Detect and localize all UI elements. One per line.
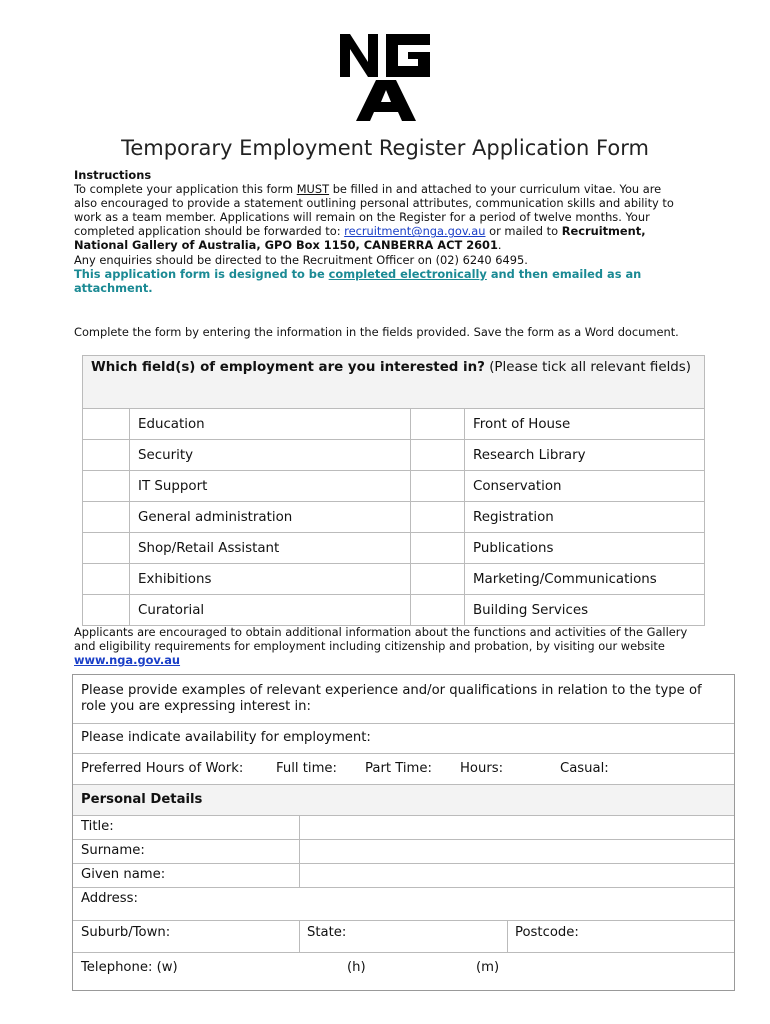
field-checkbox[interactable] [83, 409, 130, 440]
field-row [83, 409, 705, 440]
field-label: Building Services [465, 595, 705, 626]
field-label: Front of House [465, 409, 705, 440]
hours-field[interactable]: Hours: [460, 761, 504, 776]
field-label: Conservation [465, 471, 705, 502]
fields-question: Which field(s) of employment are you interested in? (Please tick all relevant fields) [83, 356, 705, 409]
tel-home-field[interactable]: (h) [347, 960, 366, 975]
address-label: Address: [81, 891, 138, 906]
website-link[interactable]: www.nga.gov.au [74, 653, 181, 668]
tel-work-field[interactable]: Telephone: (w) [81, 960, 178, 975]
nga-logo [338, 32, 434, 122]
field-row [83, 440, 705, 471]
suburb-row [73, 921, 734, 953]
enquiries-text: Any enquiries should be directed to the Recruitment Officer on (02) 6240 6495. [74, 252, 528, 267]
field-checkbox[interactable] [83, 502, 130, 533]
field-label: Security [130, 440, 411, 471]
complete-note: Complete the form by entering the information in the fields provided. Save the form as a Word document. [74, 325, 679, 339]
field-row [83, 502, 705, 533]
state-divider [299, 921, 300, 953]
details-form [72, 674, 735, 991]
given-name-label: Given name: [81, 867, 166, 882]
field-label: Shop/Retail Assistant [130, 533, 411, 564]
electronic-note: This application form is designed to be completed electronically and then emailed as an attachment. [74, 266, 642, 295]
instr-text-2: be filled in and attached to your curriculum vitae. You are also encouraged to provide a statement outlining personal attributes, communication skills and ability to work as a team member. Applications will remain on the Register for a period of twelve months. Your completed application should be forwarded to: [74, 182, 674, 239]
title-label: Title: [81, 819, 114, 834]
field-checkbox[interactable] [411, 595, 465, 626]
field-label: Publications [465, 533, 705, 564]
field-checkbox[interactable] [411, 564, 465, 595]
instr-period: . [497, 238, 502, 253]
tel-mobile-field[interactable]: (m) [476, 960, 500, 975]
surname-label: Surname: [81, 843, 145, 858]
field-label: General administration [130, 502, 411, 533]
field-label: Exhibitions [130, 564, 411, 595]
state-field[interactable]: State: [307, 925, 347, 940]
field-row [83, 471, 705, 502]
surname-row[interactable] [73, 840, 734, 864]
field-checkbox[interactable] [83, 471, 130, 502]
field-row [83, 533, 705, 564]
mail-address: Recruitment, National Gallery of Australia, GPO Box 1150, CANBERRA ACT 2601 [74, 224, 646, 253]
instr-text: To complete your application this form [74, 182, 297, 197]
field-checkbox[interactable] [411, 502, 465, 533]
hours-row [73, 754, 734, 785]
must-text: MUST [296, 182, 330, 197]
field-label: Research Library [465, 440, 705, 471]
field-checkbox[interactable] [411, 533, 465, 564]
field-label: Curatorial [130, 595, 411, 626]
field-checkbox[interactable] [83, 564, 130, 595]
postcode-divider [507, 921, 508, 953]
experience-field[interactable]: Please provide examples of relevant experience and/or qualifications in relation to the type of role you are expressing interest in: [73, 675, 734, 724]
field-row [83, 595, 705, 626]
address-row[interactable] [73, 888, 734, 921]
instr-text-3: or mailed to [485, 224, 562, 239]
availability-field[interactable]: Please indicate availability for employment: [73, 724, 734, 754]
postcode-field[interactable]: Postcode: [515, 925, 579, 940]
form-title: Temporary Employment Register Application Form [121, 136, 649, 160]
field-checkbox[interactable] [411, 471, 465, 502]
field-checkbox[interactable] [411, 409, 465, 440]
personal-details-heading: Personal Details [73, 785, 734, 816]
casual-field[interactable]: Casual: [560, 761, 609, 776]
instructions-block [74, 168, 684, 295]
hours-label: Preferred Hours of Work: [81, 761, 244, 776]
applicants-note: Applicants are encouraged to obtain additional information about the functions and activities of the Gallery and eligibility requirements for employment including citizenship and probation, by visiting our website www.nga.gov.au [74, 625, 688, 668]
full-time-field[interactable]: Full time: [276, 761, 337, 776]
field-checkbox[interactable] [411, 440, 465, 471]
field-label: IT Support [130, 471, 411, 502]
title-row[interactable] [73, 816, 734, 840]
field-checkbox[interactable] [83, 440, 130, 471]
field-checkbox[interactable] [83, 533, 130, 564]
field-checkbox[interactable] [83, 595, 130, 626]
instructions-heading: Instructions [74, 168, 152, 182]
field-row [83, 564, 705, 595]
telephone-row [73, 953, 734, 990]
email-link[interactable]: recruitment@nga.gov.au [344, 224, 486, 239]
label-divider [299, 816, 300, 888]
part-time-field[interactable]: Part Time: [365, 761, 432, 776]
field-label: Registration [465, 502, 705, 533]
field-label: Marketing/Communications [465, 564, 705, 595]
field-label: Education [130, 409, 411, 440]
suburb-field[interactable]: Suburb/Town: [81, 925, 171, 940]
given-name-row[interactable] [73, 864, 734, 888]
employment-fields-table [82, 355, 705, 626]
